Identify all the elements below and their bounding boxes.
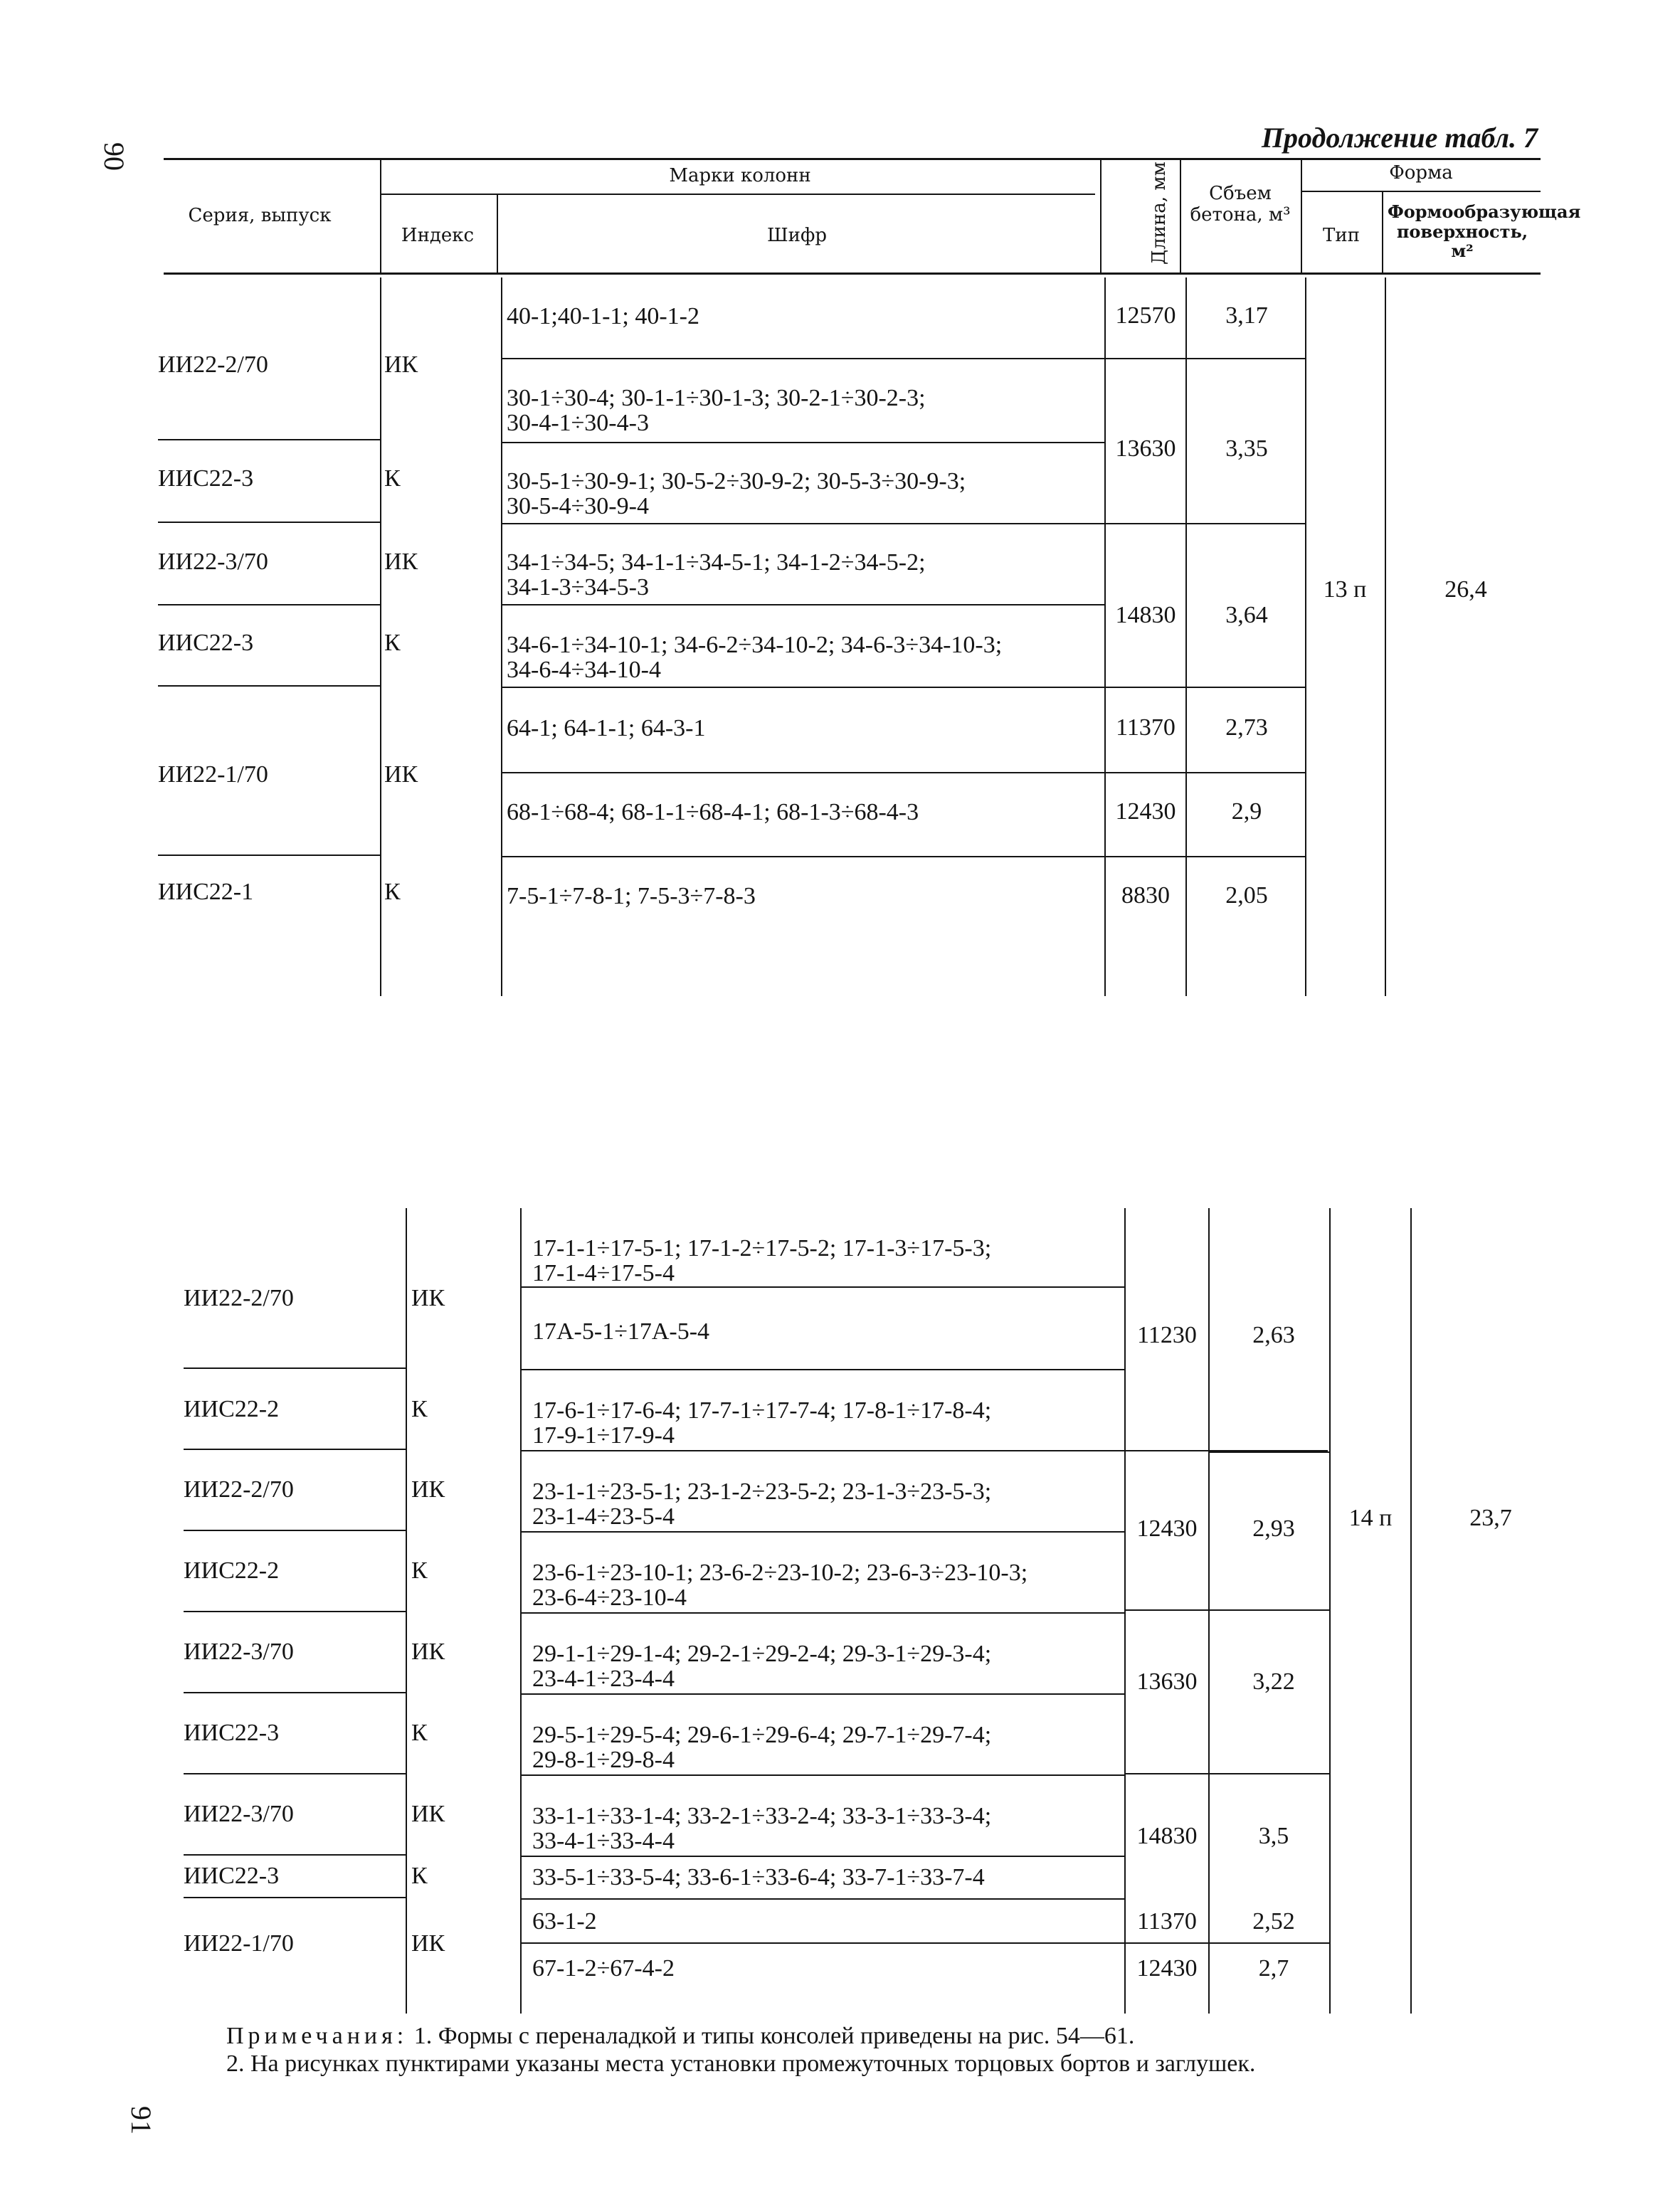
t2-cipher-3b: 17-9-1÷17-9-4: [532, 1422, 675, 1449]
t1-cipher-6: 64-1; 64-1-1; 64-3-1: [507, 715, 706, 741]
notes-label: Примечания:: [226, 2023, 408, 2049]
header-series: Серия, выпуск: [188, 205, 332, 226]
t2-length-5: 11370: [1137, 1908, 1197, 1935]
t1-cipher-2a: 30-1÷30-4; 30-1-1÷30-1-3; 30-2-1÷30-2-3;: [507, 385, 926, 411]
t2-cipher-8b: 33-4-1÷33-4-4: [532, 1828, 675, 1854]
t2-cipher-4a: 23-1-1÷23-5-1; 23-1-2÷23-5-2; 23-1-3÷23-5-3;: [532, 1478, 992, 1505]
t1-length-4: 11370: [1116, 714, 1176, 741]
t1-cipher-3b: 30-5-4÷30-9-4: [507, 493, 649, 519]
t1-series-3: ИИ22-3/70: [158, 549, 268, 575]
t1-cipher-1: 40-1;40-1-1; 40-1-2: [507, 303, 700, 329]
t2-index-7: ИК: [411, 1801, 445, 1827]
page-number-bottom: 91: [125, 2106, 157, 2134]
t2-cipher-8a: 33-1-1÷33-1-4; 33-2-1÷33-2-4; 33-3-1÷33-3-4;: [532, 1803, 992, 1829]
t2-length-3: 13630: [1136, 1668, 1198, 1695]
t2-index-4: К: [411, 1557, 428, 1584]
t2-length-6: 12430: [1136, 1955, 1198, 1982]
t1-series-5: ИИ22-1/70: [158, 761, 268, 788]
continuation-caption: Продолжение табл. 7: [1261, 122, 1538, 154]
t2-form-type: 14 п: [1348, 1505, 1393, 1531]
header-volume: Сбъем бетона, м³: [1190, 183, 1291, 226]
t2-cipher-4b: 23-1-4÷23-5-4: [532, 1503, 675, 1530]
t1-series-2: ИИС22-3: [158, 465, 254, 492]
t1-cipher-3a: 30-5-1÷30-9-1; 30-5-2÷30-9-2; 30-5-3÷30-9-3;: [507, 468, 966, 494]
t2-series-1: ИИ22-2/70: [184, 1285, 294, 1311]
t2-cipher-5b: 23-6-4÷23-10-4: [532, 1584, 687, 1611]
t2-index-3: ИК: [411, 1476, 445, 1503]
t2-series-3: ИИ22-2/70: [184, 1476, 294, 1503]
t1-length-6: 8830: [1121, 882, 1170, 909]
t1-cipher-2b: 30-4-1÷30-4-3: [507, 410, 649, 436]
t1-length-1: 12570: [1115, 302, 1176, 329]
t2-series-9: ИИ22-1/70: [184, 1930, 294, 1957]
t2-cipher-10: 63-1-2: [532, 1908, 597, 1935]
header-cipher: Шифр: [767, 225, 827, 246]
t2-volume-1: 2,63: [1252, 1322, 1295, 1348]
t2-series-5: ИИ22-3/70: [184, 1639, 294, 1665]
note-2: 2. На рисунках пунктирами указаны места установки промежуточных торцовых бортов и заглушек.: [226, 2051, 1256, 2077]
t1-series-6: ИИС22-1: [158, 879, 254, 905]
t1-series-1: ИИ22-2/70: [158, 351, 268, 378]
t2-volume-5: 2,52: [1252, 1908, 1295, 1935]
t2-volume-4: 3,5: [1258, 1823, 1289, 1849]
t1-volume-4: 2,73: [1225, 714, 1268, 741]
t2-index-8: К: [411, 1863, 428, 1889]
t2-index-1: ИК: [411, 1285, 445, 1311]
t1-volume-3: 3,64: [1225, 602, 1268, 628]
t1-cipher-5a: 34-6-1÷34-10-1; 34-6-2÷34-10-2; 34-6-3÷34-10-3;: [507, 632, 1003, 658]
t2-index-5: ИК: [411, 1639, 445, 1665]
page-number-top: 90: [98, 142, 130, 171]
t2-cipher-6a: 29-1-1÷29-1-4; 29-2-1÷29-2-4; 29-3-1÷29-3-4;: [532, 1641, 992, 1667]
t2-cipher-9: 33-5-1÷33-5-4; 33-6-1÷33-6-4; 33-7-1÷33-7-4: [532, 1864, 985, 1890]
t2-index-9: ИК: [411, 1930, 445, 1957]
t1-length-5: 12430: [1115, 798, 1176, 825]
t1-cipher-5b: 34-6-4÷34-10-4: [507, 657, 661, 683]
header-type: Тип: [1323, 225, 1360, 246]
t2-form-surface: 23,7: [1469, 1505, 1512, 1531]
t2-cipher-6b: 23-4-1÷23-4-4: [532, 1666, 675, 1692]
t2-series-2: ИИС22-2: [184, 1396, 280, 1422]
t1-cipher-8: 7-5-1÷7-8-1; 7-5-3÷7-8-3: [507, 883, 756, 909]
t2-cipher-3a: 17-6-1÷17-6-4; 17-7-1÷17-7-4; 17-8-1÷17-8-4;: [532, 1397, 992, 1424]
header-surface: Формообразующая поверхность, м²: [1388, 201, 1581, 262]
t2-cipher-2: 17А-5-1÷17А-5-4: [532, 1318, 710, 1345]
t2-volume-6: 2,7: [1258, 1955, 1289, 1982]
t2-index-2: К: [411, 1396, 428, 1422]
t1-index-3: ИК: [384, 549, 418, 575]
t1-volume-5: 2,9: [1231, 798, 1262, 825]
t1-length-3: 14830: [1115, 602, 1176, 628]
note-1: 1. Формы с переналадкой и типы консолей приведены на рис. 54—61.: [413, 2023, 1135, 2049]
t2-length-1: 11230: [1137, 1322, 1197, 1348]
header-index: Индекс: [401, 225, 475, 246]
t1-index-6: К: [384, 879, 401, 905]
t1-series-4: ИИС22-3: [158, 630, 254, 656]
t2-cipher-1b: 17-1-4÷17-5-4: [532, 1260, 675, 1286]
t2-cipher-1a: 17-1-1÷17-5-1; 17-1-2÷17-5-2; 17-1-3÷17-5-3;: [532, 1235, 992, 1261]
t1-length-2: 13630: [1115, 435, 1176, 462]
t2-volume-3: 3,22: [1252, 1668, 1295, 1695]
t2-cipher-5a: 23-6-1÷23-10-1; 23-6-2÷23-10-2; 23-6-3÷23-10-3;: [532, 1560, 1028, 1586]
header-length: Длина, мм: [1148, 162, 1170, 265]
header-form: Форма: [1389, 162, 1453, 184]
t1-cipher-4b: 34-1-3÷34-5-3: [507, 574, 649, 601]
t2-series-4: ИИС22-2: [184, 1557, 280, 1584]
t2-cipher-7a: 29-5-1÷29-5-4; 29-6-1÷29-6-4; 29-7-1÷29-7-4;: [532, 1722, 992, 1748]
t1-volume-6: 2,05: [1225, 882, 1268, 909]
t1-cipher-7: 68-1÷68-4; 68-1-1÷68-4-1; 68-1-3÷68-4-3: [507, 799, 919, 825]
notes-line-1: [226, 2024, 1134, 2048]
t2-length-4: 14830: [1136, 1823, 1198, 1849]
t2-series-7: ИИ22-3/70: [184, 1801, 294, 1827]
t2-length-2: 12430: [1136, 1515, 1198, 1542]
t1-form-surface: 26,4: [1444, 576, 1487, 603]
t2-index-6: К: [411, 1720, 428, 1746]
t1-index-4: К: [384, 630, 401, 656]
t2-series-8: ИИС22-3: [184, 1863, 280, 1889]
t1-volume-2: 3,35: [1225, 435, 1268, 462]
t1-cipher-4a: 34-1÷34-5; 34-1-1÷34-5-1; 34-1-2÷34-5-2;: [507, 549, 926, 576]
t2-series-6: ИИС22-3: [184, 1720, 280, 1746]
t1-form-type: 13 п: [1323, 576, 1367, 603]
t2-cipher-11: 67-1-2÷67-4-2: [532, 1955, 675, 1982]
t1-index-5: ИК: [384, 761, 418, 788]
t1-index-1: ИК: [384, 351, 418, 378]
t1-volume-1: 3,17: [1225, 302, 1268, 329]
t2-volume-2: 2,93: [1252, 1515, 1295, 1542]
t1-index-2: К: [384, 465, 401, 492]
t2-cipher-7b: 29-8-1÷29-8-4: [532, 1747, 675, 1773]
header-marks: Марки колонн: [669, 165, 811, 186]
